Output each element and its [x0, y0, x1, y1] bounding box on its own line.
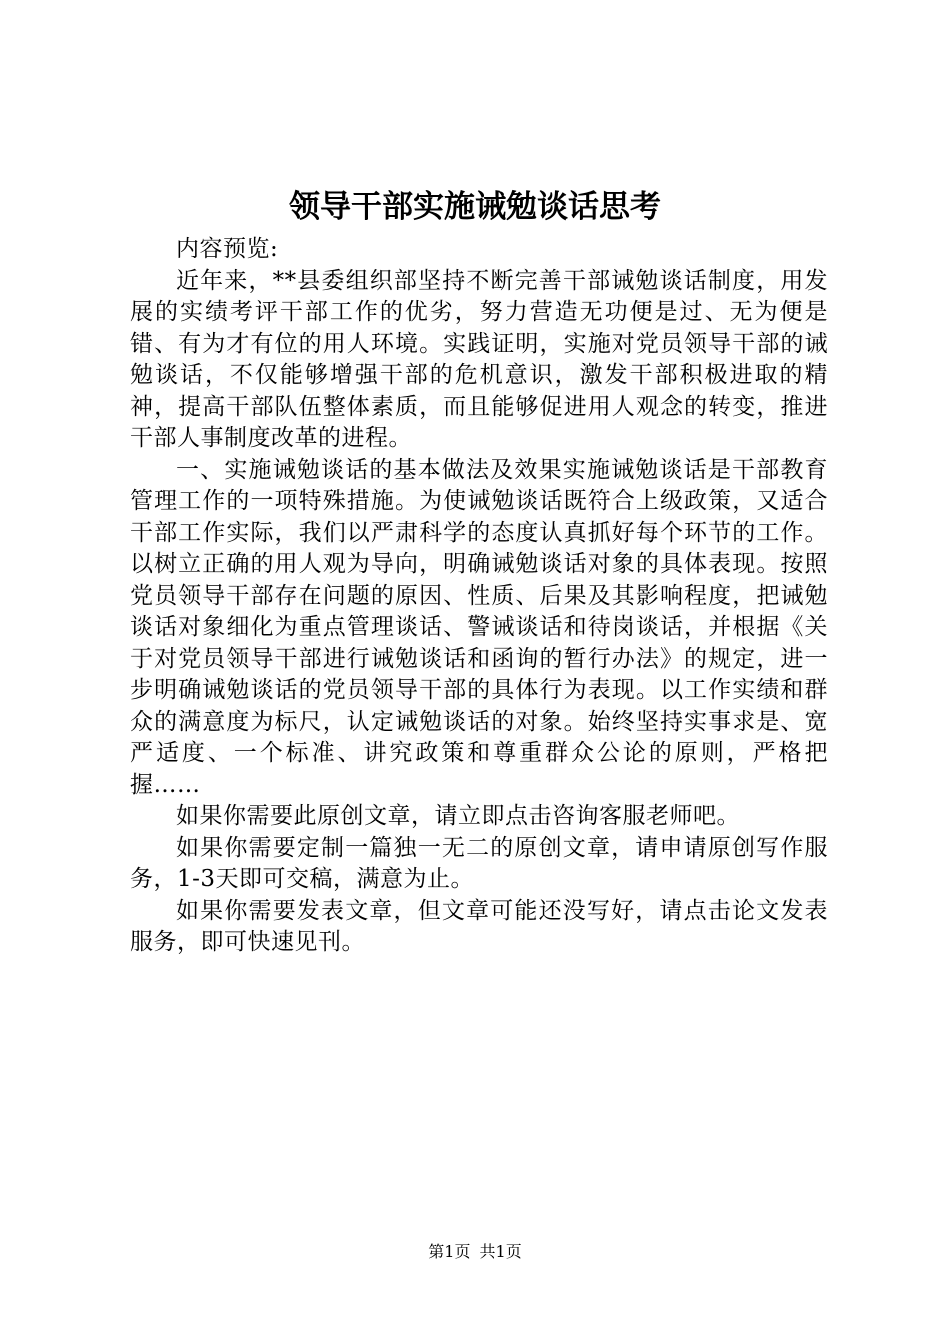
paragraph-section-one: 一、实施诫勉谈话的基本做法及效果实施诫勉谈话是干部教育管理工作的一项特殊措施。为使诫勉谈话既符合上级政策，又适合干部工作实际，我们以严肃科学的态度认真抓好每个环节的工作。以树立正确的用人观为导向，明确诫勉谈话对象的具体表现。按照党员领导干部存在问题的原因、性质、后果及其影响程度，把诫勉谈话对象细化为重点管理谈话、警诫谈话和待岗谈话，并根据《关于对党员领导干部进行诫勉谈话和函询的暂行办法》的规定，进一步明确诫勉谈话的党员领导干部的具体行为表现。以工作实绩和群众的满意度为标尺，认定诫勉谈话的对象。始终坚持实事求是、宽严适度、一个标准、讲究政策和尊重群众公论的原则，严格把握……: [130, 456, 828, 798]
page-total: 共1页: [479, 1242, 522, 1261]
preview-label: 内容预览:: [176, 236, 279, 262]
paragraph-custom-writing-link[interactable]: 如果你需要定制一篇独一无二的原创文章，请申请原创写作服务，1-3天即可交稿，满意为止。: [130, 834, 828, 892]
document-body: [130, 234, 828, 959]
paragraph-consult-link[interactable]: 如果你需要此原创文章，请立即点击咨询客服老师吧。: [176, 803, 740, 829]
paragraph-publish-link[interactable]: 如果你需要发表文章，但文章可能还没写好，请点击论文发表服务，即可快速见刊。: [130, 897, 828, 955]
page-number: 第1页: [428, 1242, 471, 1261]
page-footer: [0, 1240, 950, 1264]
paragraph-intro: 近年来，**县委组织部坚持不断完善干部诫勉谈话制度，用发展的实绩考评干部工作的优劣，努力营造无功便是过、无为便是错、有为才有位的用人环境。实践证明，实施对党员领导干部的诫勉谈话，不仅能够增强干部的危机意识，激发干部积极进取的精神，提高干部队伍整体素质，而且能够促进用人观念的转变，推进干部人事制度改革的进程。: [130, 267, 828, 451]
document-title: 领导干部实施诫勉谈话思考: [289, 189, 661, 225]
